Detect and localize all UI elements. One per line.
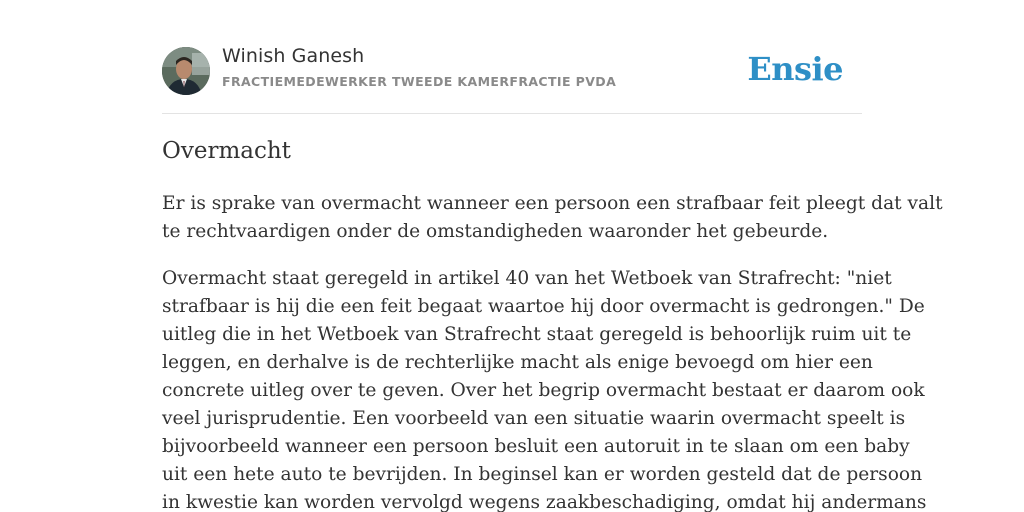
author-role: FRACTIEMEDEWERKER TWEEDE KAMERFRACTIE PVDA (222, 74, 617, 89)
article-header (162, 0, 862, 114)
paragraph-line: Er is sprake van overmacht wanneer een persoon een strafbaar feit pleegt dat valt (162, 193, 943, 214)
paragraph-line: bijvoorbeeld wanneer een persoon besluit een autoruit in te slaan om een baby (162, 436, 910, 457)
paragraph-line: Overmacht staat geregeld in artikel 40 van het Wetboek van Strafrecht: "niet (162, 268, 892, 289)
paragraph-line: uitleg die in het Wetboek van Strafrecht staat geregeld is behoorlijk ruim uit te (162, 324, 912, 345)
article-paragraph-2 (162, 265, 927, 512)
paragraph-line: leggen, en derhalve is de rechterlijke macht als enige bevoegd om hier een (162, 352, 873, 373)
author-avatar[interactable] (162, 47, 210, 95)
article-paragraph-1 (162, 190, 943, 246)
paragraph-line: strafbaar is hij die een feit begaat waartoe hij door overmacht is gedrongen." De (162, 296, 925, 317)
paragraph-line: in kwestie kan worden vervolgd wegens zaakbeschadiging, omdat hij andermans (162, 492, 927, 512)
author-name[interactable]: Winish Ganesh (222, 45, 365, 67)
paragraph-line: veel jurisprudentie. Een voorbeeld van een situatie waarin overmacht speelt is (162, 408, 906, 429)
paragraph-line: uit een hete auto te bevrijden. In beginsel kan er worden gesteld dat de persoon (162, 464, 923, 485)
brand-logo[interactable]: Ensie (747, 50, 843, 88)
paragraph-line: te rechtvaardigen onder de omstandigheden waaronder het gebeurde. (162, 221, 829, 242)
paragraph-line: concrete uitleg over te geven. Over het begrip overmacht bestaat er daarom ook (162, 380, 925, 401)
article-title: Overmacht (162, 138, 291, 164)
author-photo (162, 47, 210, 95)
article-container (162, 0, 943, 512)
